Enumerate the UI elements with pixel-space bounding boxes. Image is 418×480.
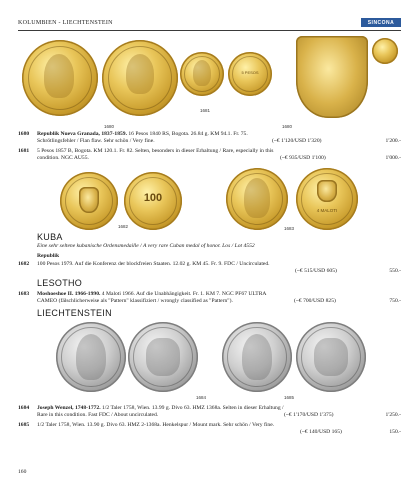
lot-1685-estimate: (~€ 140/USD 165)	[300, 429, 342, 435]
lot-1680-estimate: (~€ 1'120/USD 1'320)	[272, 138, 322, 144]
lot-1681-price: 1'000.-	[385, 155, 401, 161]
caption-1682: 1682	[118, 224, 129, 229]
page-number: 160	[18, 469, 27, 475]
lot-1680-number: 1680	[18, 131, 30, 137]
section-liechtenstein-title: LIECHTENSTEIN	[37, 308, 112, 318]
coin-1680-reverse	[102, 40, 178, 116]
lot-1683-line2: CAMEO (fälschlicherweise als "Pattern" klassifiziert / wrongly classified as "Pattern").	[37, 298, 233, 304]
lot-1685-line1: 1/2 Taler 1758, Wien. 13.90 g. Divo 63. HMZ 2-1368a. Henkelspur / Mount mark. Sehr schön / Very fine.	[37, 422, 275, 428]
coin-legend-100: 100	[143, 192, 163, 204]
caption-1681: 1681	[200, 108, 211, 113]
caption-1683: 1683	[284, 226, 295, 231]
section-kuba-subtitle: Eine sehr seltene kubanische Ordensmedaille / A very rare Cuban medal of honor. Los / Lot 4552	[37, 243, 255, 249]
caption-1680a: 1680	[104, 124, 115, 129]
coin-1684-reverse	[128, 322, 198, 392]
section-kuba-subheading: Republik	[37, 253, 60, 259]
caption-1685: 1685	[284, 395, 295, 400]
lot-1683-ruler: Moshoeshoe II. 1966-1990.	[37, 291, 101, 297]
coin-1683-obverse	[226, 168, 288, 230]
lot-1683-line1	[37, 291, 382, 298]
header-divider	[18, 30, 401, 31]
lot-1680-price: 1'200.-	[385, 138, 401, 144]
coin-1685-obverse	[222, 322, 292, 392]
lot-1680-ruler: Republik Nueva Granada, 1837-1859.	[37, 131, 127, 137]
lot-1681-estimate: (~€ 935/USD 1'100)	[280, 155, 326, 161]
coin-1680-obverse	[22, 40, 98, 116]
coin-1684-obverse	[56, 322, 126, 392]
caption-1680b: 1680	[282, 124, 293, 129]
lot-1683-estimate: (~€ 700/USD 825)	[294, 298, 336, 304]
lot-1681-number: 1681	[18, 148, 30, 154]
lot-1682-price: 550.-	[389, 268, 401, 274]
lot-1684-line2: Rare in this condition. Fast FDC / About uncirculated.	[37, 412, 159, 418]
section-lesotho-title: LESOTHO	[37, 278, 83, 288]
lot-1685-price: 150.-	[389, 429, 401, 435]
coin-1680-shield-reverse	[296, 36, 368, 118]
lot-1685-number: 1685	[18, 422, 30, 428]
coin-1681-reverse	[228, 52, 272, 96]
lot-1683-desc: 4 Maloti 1966. Auf die Unabhängigkeit. Fr. 1. KM 7. NGC PF67 ULTRA	[100, 291, 267, 297]
lot-1680-line1	[37, 131, 382, 138]
section-kuba-title: KUBA	[37, 232, 63, 242]
coin-legend-5-pesos: 5 PESOS	[241, 70, 259, 75]
lot-1680-desc: 16 Pesos 1840 RS, Bogota. 26.84 g. KM 94.1. Fr. 75.	[126, 131, 248, 137]
lot-1684-line1	[37, 405, 382, 412]
lot-1683-number: 1683	[18, 291, 30, 297]
coin-legend-4-maloti: 4 MALOTI	[316, 208, 338, 213]
lot-1684-estimate: (~€ 1'170/USD 1'375)	[284, 412, 334, 418]
lot-1683-price: 750.-	[389, 298, 401, 304]
coin-extra-small	[372, 38, 398, 64]
lot-1682-number: 1682	[18, 261, 30, 267]
page-header-title: KOLUMBIEN - LIECHTENSTEIN	[18, 20, 113, 26]
caption-1684: 1684	[196, 395, 207, 400]
sincona-logo: SINCONA	[361, 18, 401, 27]
lot-1680-line2: Schrötlingsfehler / Flan flaw. Sehr schön / Very fine.	[37, 138, 155, 144]
lot-1682-line1: 100 Pesos 1979. Auf die Konferenz der blockfreien Staaten. 12.02 g. KM 45. Fr. 9. FDC / Uncirculated.	[37, 261, 270, 267]
lot-1681-line1: 5 Pesos 1857 B, Bogota. KM 120.1. Fr. 82. Selten, besonders in dieser Erhaltung / Rare, especially in this	[37, 148, 274, 154]
lot-1684-ruler: Joseph Wenzel, 1748-1772.	[37, 405, 101, 411]
coin-1683-reverse	[296, 168, 358, 230]
coin-1685-reverse	[296, 322, 366, 392]
lot-1684-desc: 1/2 Taler 1758, Wien. 13.99 g. Divo 63. HMZ 1368a. Selten in dieser Erhaltung /	[100, 405, 284, 411]
lot-1684-price: 1'250.-	[385, 412, 401, 418]
coin-1682-obverse	[60, 172, 118, 230]
lot-1682-estimate: (~€ 515/USD 605)	[295, 268, 337, 274]
lot-1681-line2: condition. NGC AU55.	[37, 155, 89, 161]
coin-1681-obverse	[180, 52, 224, 96]
coin-1682-reverse	[124, 172, 182, 230]
lot-1684-number: 1684	[18, 405, 30, 411]
